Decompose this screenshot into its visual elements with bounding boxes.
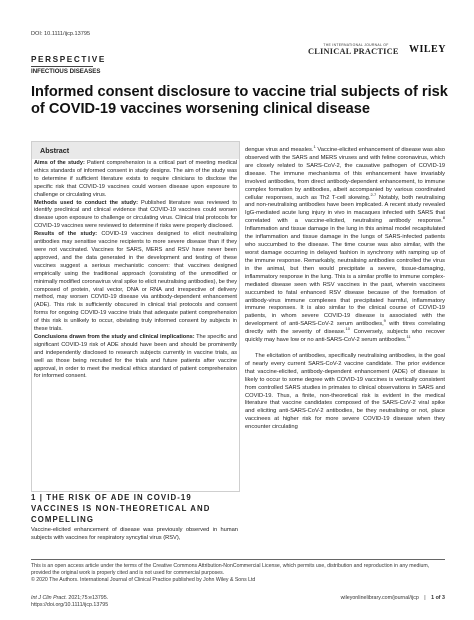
journal-logo-caption: THE INTERNATIONAL JOURNAL OF xyxy=(323,43,389,47)
reference-marker[interactable]: 10 xyxy=(345,326,350,332)
license-text xyxy=(31,563,445,584)
license-line-1: This is an open access article under the terms of the Creative Commons Attribution-NonCommercial License, which permits use, distribution and reproduction in any medium, provided the original work is properly cited and is not used for commercial purposes. xyxy=(31,563,430,576)
footer-citation xyxy=(31,595,108,609)
journal-logo xyxy=(308,43,404,56)
publisher-logo: WILEY xyxy=(409,44,446,55)
citation-line xyxy=(31,595,108,602)
abstract-methods-label: Methods used to conduct the study: xyxy=(34,199,138,206)
paragraph-2: The elicitation of antibodies, specifically neutralising antibodies, is the goal of nearly every current SARS-CoV-2 vaccine candidate. The prior evidence that vaccine-elicited, antibody-dependent enhancement (ADE) of disease is likely to occur to some degree with COVID-19 vaccines is vertically consistent from controlled SARS studies in primates to clinical observations in SARS and COVID-19. Thus, a finite, non-theoretical risk is evident in the medical literature that vaccine candidates composed of the SARS-CoV-2 viral spike and eliciting anti-SARS-CoV-2 antibodies, be they neutralising or not, place vaccinees at higher risk for more severe COVID-19 disease when they encounter circulating xyxy=(245,352,445,431)
article-type-label: PERSPECTIVE xyxy=(31,55,106,64)
abstract-methods xyxy=(34,200,237,232)
reference-marker[interactable]: 11 xyxy=(406,334,411,340)
page-number: 1 of 3 xyxy=(431,595,445,601)
paragraph-1-part: Vaccine-elicited enhancement of disease was also observed with the SARS and MERS viruses and with feline coronavirus, which are closely related to SARS-CoV-2, the causative pathogen of COVID-19 disease. The immune mechanisms of this enhancement have invariably involved antibodies, from direct antibody-dependent enhancement, to immune complex formation by antibodies, albeit accompanied by various coordinated cellular responses, such as Th2 T-cell skewing. xyxy=(245,147,445,201)
reference-marker[interactable]: 9 xyxy=(383,318,386,324)
paragraph-1-part: Notably, both neutralising and non-neutralising antibodies have been implicated. A recent study revealed IgG-mediated acute lung injury in vivo in macaques infected with SARS that correlated with a vaccine-elicited, neutralising antibody response. xyxy=(245,194,446,225)
footer-divider xyxy=(31,559,445,560)
citation-doi-link[interactable]: https://doi.org/10.1111/ijcp.13795 xyxy=(31,602,109,609)
abstract-methods-text: Published literature was reviewed to identify preclinical and clinical evidence that COVID-19 vaccines could worsen disease upon exposure to challenge or circulating virus. Clinical trial protocols for COVID-19 vaccines were reviewed to determine if risks were properly disclosed. xyxy=(34,199,237,230)
journal-site-link[interactable]: wileyonlinelibrary.com/journal/ijcp xyxy=(340,595,419,601)
footer-right xyxy=(310,595,445,601)
doi-text[interactable]: DOI: 10.1111/ijcp.13795 xyxy=(31,31,91,37)
abstract-body xyxy=(34,160,237,381)
subject-label: INFECTIOUS DISEASES xyxy=(31,68,101,75)
paragraph-1-part: Inflammation and tissue damage in the lung in this animal model recapitulated the inflammation and tissue damage in the lungs of SARS-infected patients who succumbed to the disease. The time course was also similar, with the worst damage occurring in delayed fashion in synchrony with ramping up of the immune response. Remarkably, neutralising antibodies controlled the virus in the animal, but then would precipitate a severe, tissue-damaging, inflammatory response in the lung. This is a similar profile to immune complex-mediated disease seen with RSV vaccines in the past, wherein vaccinees succumbed to fatal enhanced RSV disease because of the formation of antibody-virus immune complexes that precipitated harmful, inflammatory immune responses. It is also similar to the clinical course of COVID-19 patients, in whom severe COVID-19 disease is associated with the development of anti-SARS-CoV-2 serum antibodies, xyxy=(245,226,445,328)
abstract-aims xyxy=(34,160,237,200)
abstract-conclusions-text: The specific and significant COVID-19 risk of ADE should have been and should be prominently and independently disclosed to research subjects currently in vaccine trials, as well as those being recruited for the trials and future patients after vaccine approval, in order to meet the medical ethics standard of patient comprehension for informed consent. xyxy=(34,333,237,380)
paragraph-1 xyxy=(245,144,446,345)
abstract-box xyxy=(31,141,240,492)
journal-name: CLINICAL PRACTICE xyxy=(308,47,399,56)
paragraph-1-part: with titres correlating directly with the severity of disease. xyxy=(245,321,445,336)
footer-separator: | xyxy=(424,595,426,601)
abstract-conclusions xyxy=(34,334,237,381)
reference-marker[interactable]: 8 xyxy=(442,215,445,221)
reference-marker[interactable]: 1 xyxy=(313,144,316,150)
abstract-results xyxy=(34,231,237,334)
abstract-aims-text: Patient comprehension is a critical part of meeting medical ethics standards of informed consent in study designs. The aim of the study was to determine if sufficient literature exists to require clinicians to disclose the specific risk that COVID-19 vaccines could worsen disease upon exposure to challenge or circulating virus. xyxy=(34,160,237,198)
article-title: Informed consent disclosure to vaccine trial subjects of risk of COVID-19 vaccines worsening clinical disease xyxy=(31,84,448,117)
paragraph-1-part: dengue virus and measles. xyxy=(245,147,314,153)
license-line-2: © 2020 The Authors. International Journal of Clinical Practice published by John Wiley & Sons Ltd xyxy=(31,576,256,583)
abstract-aims-label: Aims of the study: xyxy=(34,160,85,166)
paragraph-1-part: Conversely, subjects who recover quickly may have low or no anti-SARS-CoV-2 serum antibodies. xyxy=(245,329,445,344)
reference-marker[interactable]: 2-7 xyxy=(370,191,377,197)
abstract-results-text: COVID-19 vaccines designed to elicit neutralising antibodies may sensitise vaccine recipients to more severe disease than if they were not vaccinated. Vaccines for SARS, MERS and RSV have never been approved, and the data generated in the development and testing of these vaccines suggest a serious mechanistic concern: that vaccines designed empirically using the traditional approach (consisting of the unmodified or minimally modified coronavirus viral spike to elicit neutralising antibodies), be they composed of protein, viral vector, DNA or RNA and irrespective of delivery method, may worsen COVID-19 disease via antibody-dependent enhancement (ADE). This risk is sufficiently obscured in clinical trial protocols and consent forms for ongoing COVID-19 vaccine trials that adequate patient comprehension of this risk is unlikely to occur, obviating truly informed consent by subjects in these trials. xyxy=(34,231,237,333)
citation-journal: Int J Clin Pract. xyxy=(31,595,67,601)
right-column-text xyxy=(245,144,446,440)
section-1-heading: 1 | THE RISK OF ADE IN COVID-19 VACCINES IS NON-THEORETICAL AND COMPELLING xyxy=(31,493,211,524)
abstract-conclusions-label: Conclusions drawn from the study and clinical implications: xyxy=(34,333,195,340)
abstract-results-label: Results of the study: xyxy=(34,231,98,238)
abstract-heading: Abstract xyxy=(40,146,70,155)
section-divider xyxy=(31,66,93,67)
abstract-header xyxy=(32,142,239,159)
section-1-text: Vaccine-elicited enhancement of disease was previously observed in human subjects with vaccines for respiratory syncytial virus (RSV), xyxy=(31,527,238,541)
citation-volume: 2021;75:e13795. xyxy=(66,595,109,601)
